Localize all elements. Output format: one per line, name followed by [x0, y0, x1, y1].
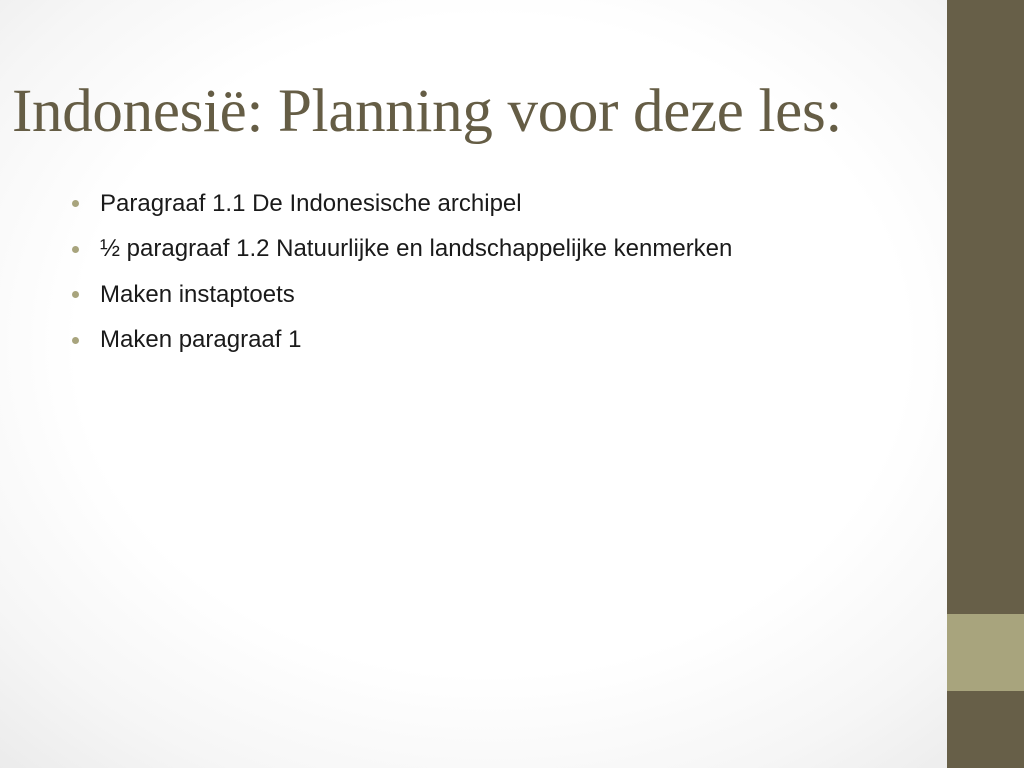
bullet-list: [72, 185, 732, 367]
bullet-text: ½ paragraaf 1.2 Natuurlijke en landschappelijke kenmerken: [100, 235, 733, 262]
list-item: [72, 276, 732, 313]
bullet-marker: [72, 200, 79, 207]
bullet-marker: [72, 337, 79, 344]
slide-title: Indonesië: Planning voor deze les:: [12, 78, 843, 145]
list-item: [72, 231, 732, 268]
bullet-text: Maken paragraaf 1: [100, 326, 302, 353]
side-accent-block: [947, 614, 1024, 691]
bullet-marker: [72, 291, 79, 298]
bullet-text: Paragraaf 1.1 De Indonesische archipel: [100, 189, 522, 217]
bullet-text: Maken instaptoets: [100, 280, 295, 308]
list-item: [72, 322, 732, 359]
bullet-marker: [72, 246, 79, 253]
list-item: [72, 185, 732, 222]
